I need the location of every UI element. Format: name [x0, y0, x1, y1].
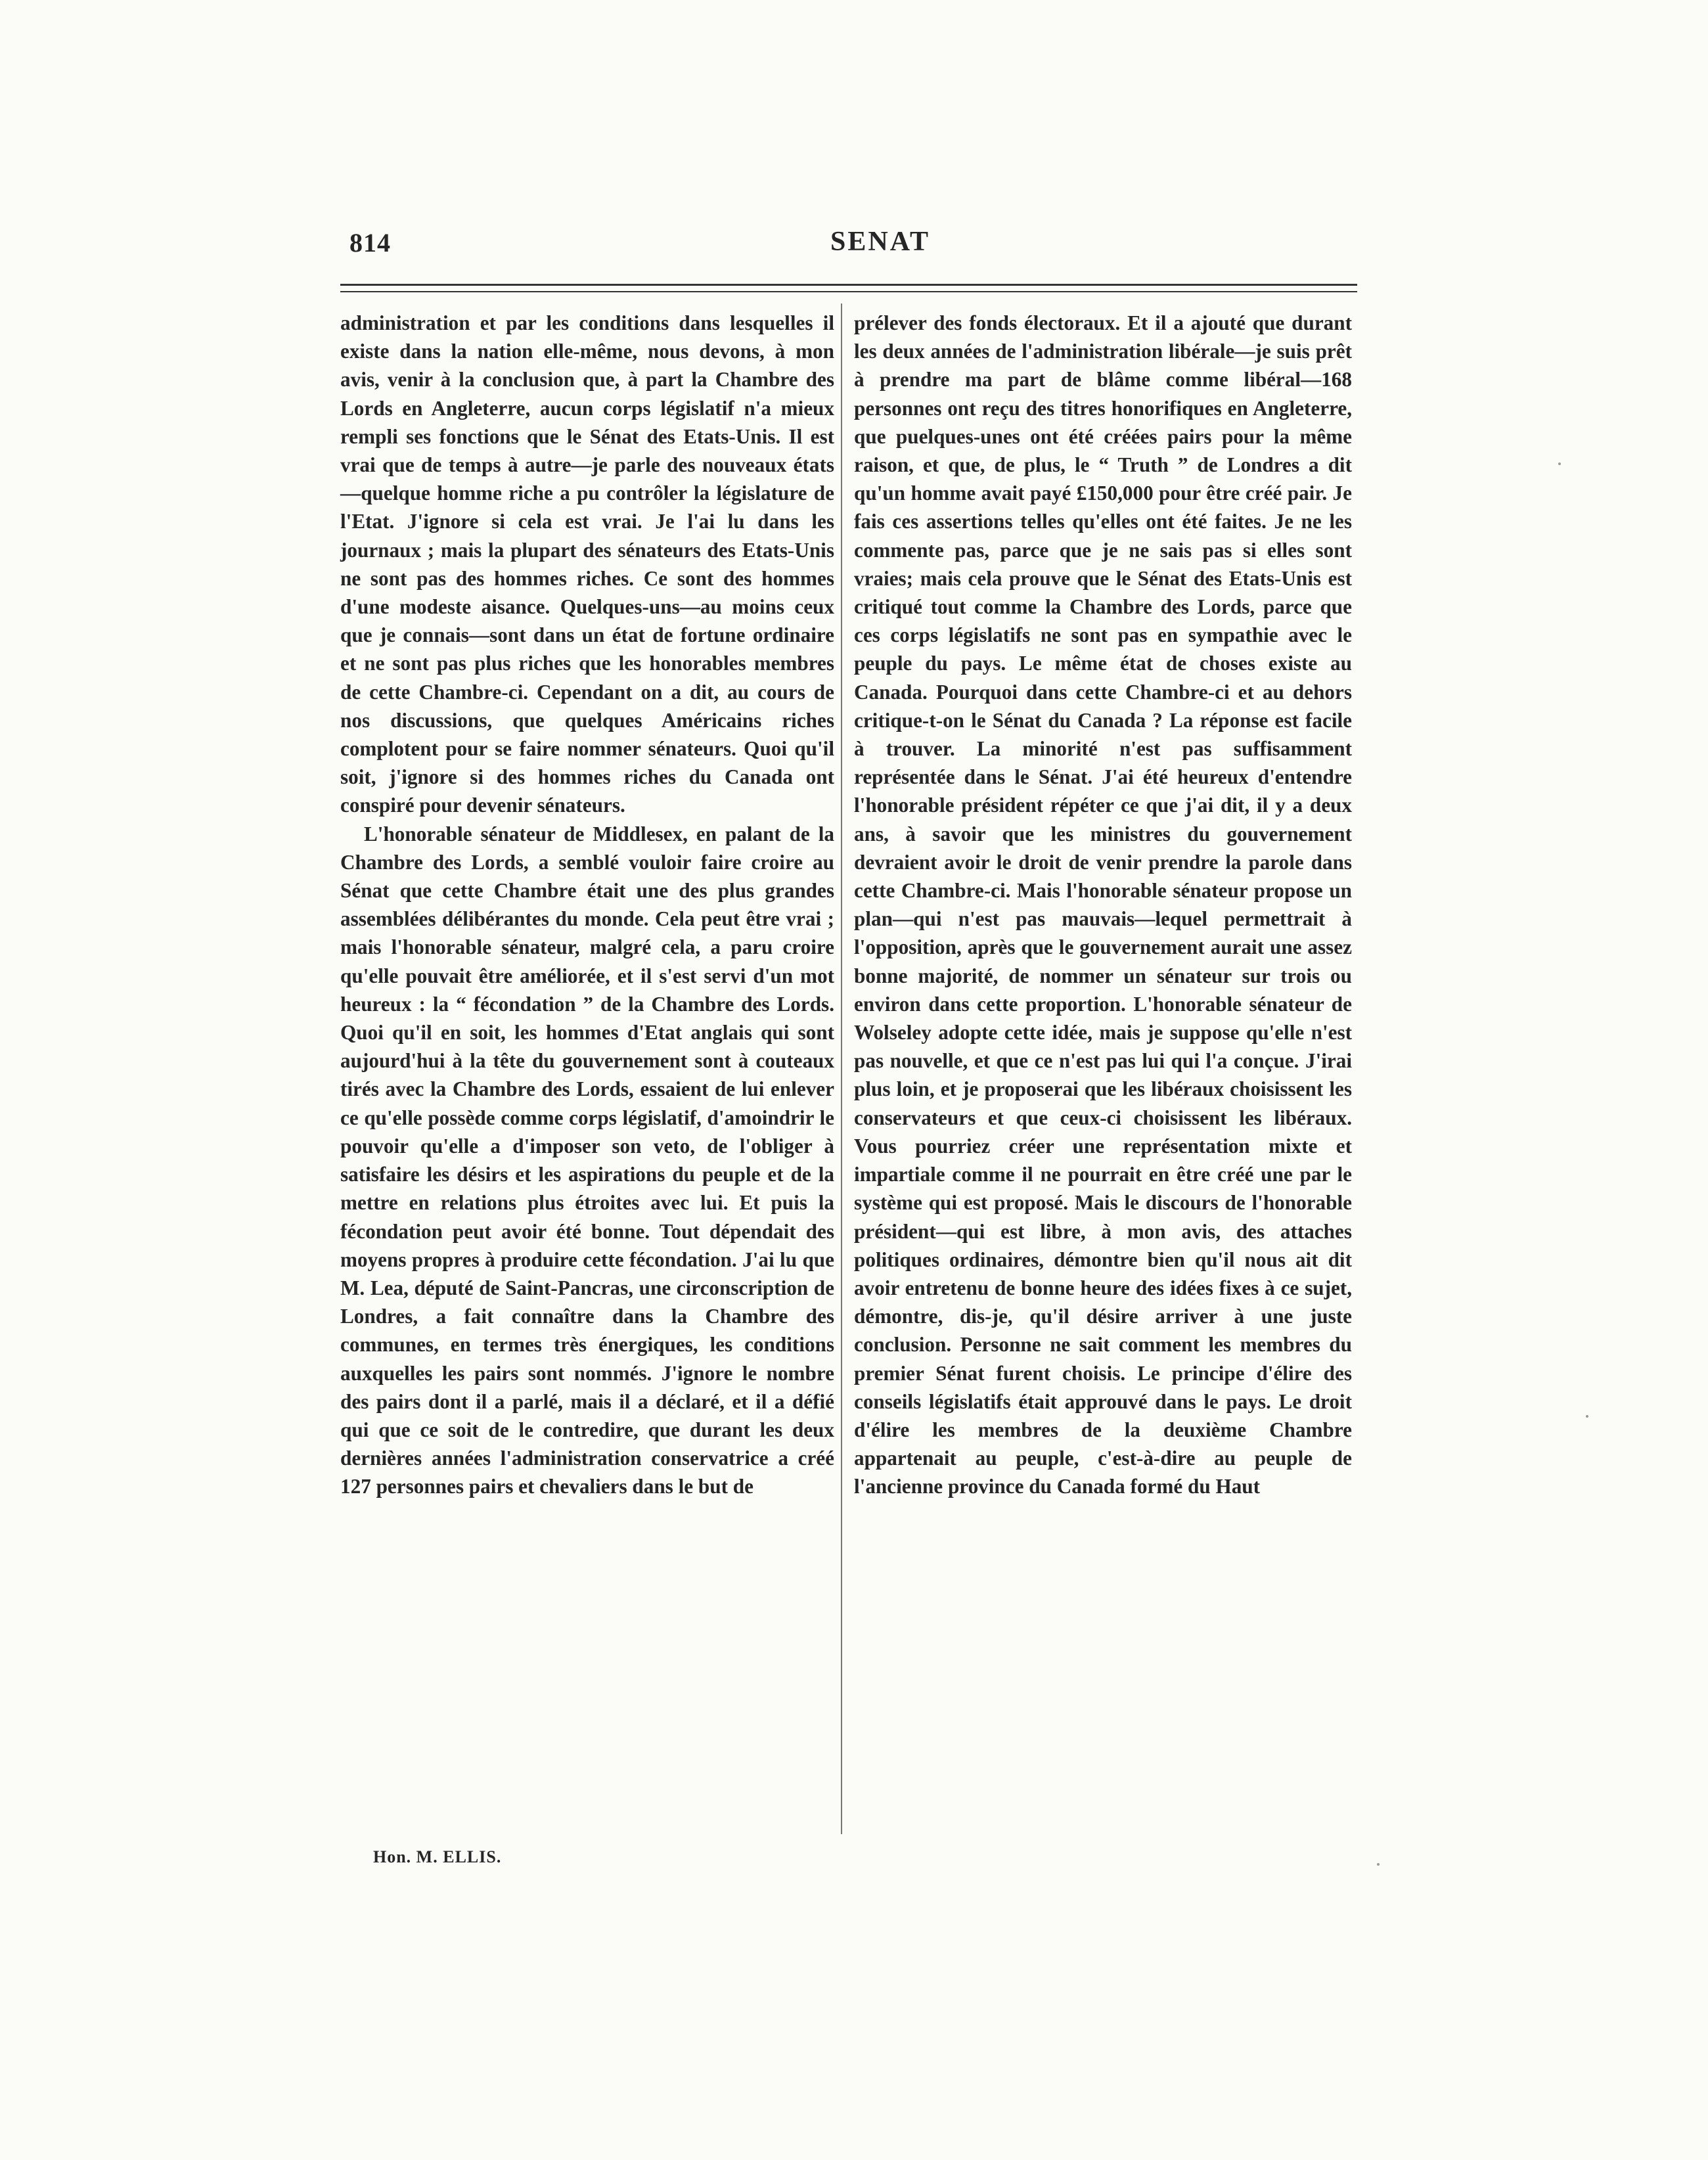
left-paragraph-1: administration et par les conditions dans lesquelles il existe dans la nation elle-même, nous devons, à mon avis, venir à la conclusion que, à part la Chambre des Lords en Angleterre, aucun corps législatif n'a mieux rempli ses fonctions que le Sénat des Etats-Unis. Il est vrai que de temps à autre—je parle des nouveaux états—quelque homme riche a pu contrôler la législature de l'Etat. J'ignore si cela est vrai. Je l'ai lu dans les journaux ; mais la plupart des sénateurs des Etats-Unis ne sont pas des hommes riches. Ce sont des hommes d'une modeste aisance. Quelques-uns—au moins ceux que je connais—sont dans un état de fortune ordinaire et ne sont pas plus riches que les honorables membres de cette Chambre-ci. Cependant on a dit, au cours de nos discussions, que quelques Américains riches complotent pour se faire nommer sénateurs. Quoi qu'il soit, j'ignore si des hommes riches du Canada ont conspiré pour devenir sénateurs. — [340, 311, 834, 817]
header-rule-top — [340, 284, 1357, 286]
scan-speck — [1377, 1863, 1380, 1866]
page-title: SENAT — [830, 227, 930, 257]
right-column — [854, 309, 1352, 1501]
left-paragraph-2: L'honorable sénateur de Middlesex, en palant de la Chambre des Lords, a semblé vouloir faire croire au Sénat que cette Chambre était une des plus grandes assemblées délibérantes du monde. Cela peut être vrai ; mais l'honorable sénateur, malgré cela, a paru croire qu'elle pouvait être améliorée, et il s'est servi d'un mot heureux : la “ fécondation ” de la Chambre des Lords. Quoi qu'il en soit, les hommes d'Etat anglais qui sont aujourd'hui à la tête du gouvernement sont à couteaux tirés avec la Chambre des Lords, essaient de lui enlever ce qu'elle possède comme corps législatif, d'amoindrir le pouvoir qu'elle a d'imposer son veto, de l'obliger à satisfaire les désirs et les aspirations du peuple et de la mettre en relations plus étroites avec lui. Et puis la fécondation peut avoir été bonne. Tout dépendait des moyens propres à produire cette fécondation. J'ai lu que M. Lea, député de Saint-Pancras, une circonscription de Londres, a fait connaître dans la Chambre des communes, en termes très énergiques, les conditions auxquelles les pairs sont nommés. J'ignore le nombre des pairs dont il a parlé, mais il a déclaré, et il a défié qui que ce soit de le contredire, que durant les deux dernières années l'administration conservatrice a créé 127 personnes pairs et chevaliers dans le but de — [340, 822, 834, 1498]
speaker-footer: Hon. M. ELLIS. — [373, 1847, 502, 1866]
column-divider — [841, 304, 842, 1834]
right-paragraph-1: prélever des fonds électoraux. Et il a ajouté que durant les deux années de l'administration libérale—je suis prêt à prendre ma part de blâme comme libéral—168 personnes ont reçu des titres honorifiques en Angleterre, que puelques-unes ont été créées pairs pour la même raison, et que, de plus, le “ Truth ” de Londres a dit qu'un homme avait payé £150,000 pour être créé pair. Je fais ces assertions telles qu'elles ont été faites. Je ne les commente pas, parce que je ne sais pas si elles sont vraies; mais cela prouve que le Sénat des Etats-Unis est critiqué tout comme la Chambre des Lords, parce que ces corps législatifs ne sont pas en sympathie avec le peuple du pays. Le même état de choses existe au Canada. Pourquoi dans cette Chambre-ci et au dehors critique-t-on le Sénat du Canada ? La réponse est facile à trouver. La minorité n'est pas suffisamment représentée dans le Sénat. J'ai été heureux d'entendre l'honorable président répéter ce que j'ai dit, il y a deux ans, à savoir que les ministres du gouvernement devraient avoir le droit de venir prendre la parole dans cette Chambre-ci. Mais l'honorable sénateur propose un plan—qui n'est pas mauvais—lequel permettrait à l'opposition, après que le gouvernement aurait une assez bonne majorité, de nommer un sénateur sur trois ou environ dans cette proportion. L'honorable sénateur de Wolseley adopte cette idée, mais je suppose qu'elle n'est pas nouvelle, et que ce n'est pas lui qui l'a conçue. J'irai plus loin, et je proposerai que les libéraux choisissent les conservateurs et que ceux-ci choisissent les libéraux. Vous pourriez créer une représentation mixte et impartiale comme il ne pourrait en être créé une par le système qui est proposé. Mais le discours de l'honorable président—qui est libre, à mon avis, des attaches politiques ordinaires, démontre bien qu'il nous ait dit avoir entretenu de bonne heure des idées fixes à ce sujet, démontre, dis-je, qu'il désire arriver à une juste conclusion. Personne ne sait comment les membres du premier Sénat furent choisis. Le principe d'élire des conseils législatifs était approuvé dans le pays. Le droit d'élire les membres de la deuxième Chambre appartenait au peuple, c'est-à-dire au peuple de l'ancienne province du Canada formé du Haut — [854, 311, 1352, 1498]
page-number: 814 — [349, 228, 391, 258]
scan-speck — [1558, 462, 1561, 465]
left-column — [340, 309, 834, 1501]
scan-speck — [1586, 1415, 1588, 1418]
header-rule-bottom — [340, 291, 1357, 292]
